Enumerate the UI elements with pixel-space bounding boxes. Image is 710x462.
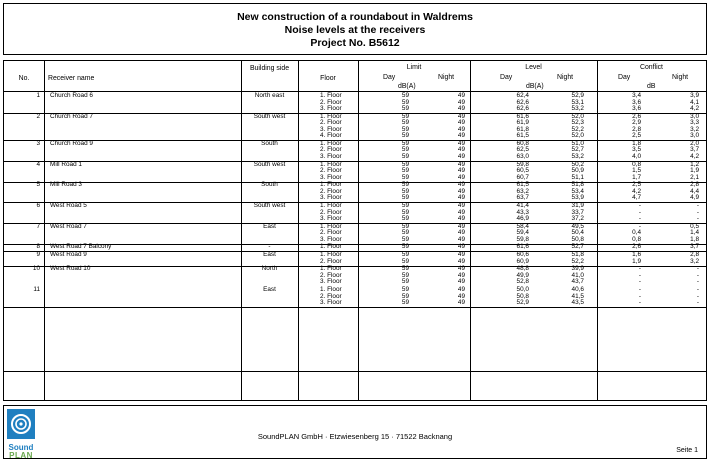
table-cell: 49	[457, 152, 465, 160]
table-cell: 49	[457, 194, 465, 202]
table-cell: 63,7	[516, 194, 529, 202]
table-cell: 49	[457, 299, 465, 306]
table-cell: 4,2	[632, 187, 641, 195]
table-cell: 49	[457, 105, 465, 112]
building-side: East	[263, 251, 276, 259]
floor-label: 2. Floor	[320, 167, 342, 175]
table-cell: 3,0	[690, 112, 699, 120]
table-cell: 2,8	[690, 181, 699, 189]
table-cell: 33,7	[571, 208, 584, 216]
table-cell: 53,2	[571, 152, 584, 160]
table-cell: 59	[401, 222, 409, 230]
table-cell: 59	[401, 251, 409, 259]
building-side: South west	[253, 160, 286, 168]
table-cell: 53,4	[571, 187, 584, 195]
table-cell: 52,9	[516, 299, 529, 306]
table-cell: 49	[457, 229, 465, 237]
table-cell: 46,9	[516, 215, 529, 222]
table-cell: 49	[457, 125, 465, 133]
table-cell: 2,0	[690, 139, 699, 147]
table-cell: -	[696, 271, 699, 279]
col-header-receiver: Receiver name	[48, 75, 95, 82]
table-cell: 61,8	[516, 125, 529, 133]
table-cell: 49	[457, 119, 465, 127]
table-cell: -	[696, 299, 699, 306]
table-cell: 0,8	[632, 235, 641, 243]
table-cell: 60,6	[516, 251, 529, 259]
table-cell: -	[696, 265, 699, 273]
floor-label: 3. Floor	[320, 215, 342, 222]
floor-label: 3. Floor	[320, 194, 342, 202]
table-cell: 59	[401, 187, 409, 195]
table-cell: 4,7	[632, 194, 641, 202]
table-cell: 59	[401, 98, 409, 106]
table-cell: 52,8	[516, 278, 529, 286]
table-cell: 0,5	[690, 222, 699, 230]
table-cell: 49	[457, 235, 465, 243]
table-cell: 1,6	[632, 251, 641, 259]
col-header-conflict-night: Night	[672, 74, 689, 81]
logo-word-plan: PLAN	[9, 451, 33, 460]
receiver-number: 1	[36, 92, 40, 99]
floor-label: 2. Floor	[320, 119, 342, 127]
table-cell: 52,0	[571, 132, 584, 140]
report-subtitle: Noise levels at the receivers	[284, 24, 426, 36]
table-cell: 50,8	[571, 235, 584, 243]
table-cell: 59	[401, 286, 409, 293]
table-cell: 3,0	[690, 132, 699, 140]
table-cell: -	[638, 286, 641, 293]
table-cell: 3,7	[690, 146, 699, 154]
table-cell: 62,6	[516, 105, 529, 112]
table-cell: 37,2	[571, 215, 584, 222]
table-cell: 3,2	[690, 257, 699, 265]
table-cell: 49	[457, 146, 465, 154]
table-cell: 49	[457, 173, 465, 181]
table-cell: 3,3	[690, 119, 699, 127]
table-cell: 59	[401, 194, 409, 202]
table-cell: 1,4	[690, 229, 699, 237]
building-side: South	[261, 181, 278, 189]
table-cell: 50,2	[571, 160, 584, 168]
logo-word-sound: Sound	[8, 443, 34, 452]
table-cell: 43,5	[571, 299, 584, 306]
floor-label: 1. Floor	[320, 112, 342, 120]
floor-label: 2. Floor	[320, 271, 342, 279]
table-cell: 2,6	[632, 112, 641, 120]
column-divider	[44, 61, 45, 400]
table-cell: 3,4	[632, 92, 641, 99]
table-cell: 59	[401, 160, 409, 168]
table-cell: 49	[457, 160, 465, 168]
receiver-name: West Road 5	[50, 202, 87, 209]
table-cell: 49	[457, 187, 465, 195]
table-cell: 49	[457, 139, 465, 147]
table-cell: 59	[401, 139, 409, 147]
table-cell: 49	[457, 265, 465, 273]
table-cell: 61,6	[516, 243, 529, 251]
receiver-number: 3	[36, 139, 40, 147]
building-side: South west	[253, 112, 286, 120]
table-cell: 59	[401, 152, 409, 160]
table-cell: 59	[401, 208, 409, 216]
table-cell: 1,8	[690, 235, 699, 243]
table-cell: 39,9	[571, 265, 584, 273]
floor-label: 3. Floor	[320, 152, 342, 160]
table-cell: 1,7	[632, 173, 641, 181]
table-cell: 59,4	[516, 229, 529, 237]
receiver-number: 7	[36, 222, 40, 230]
table-cell: 61,6	[516, 112, 529, 120]
table-cell: 59	[401, 271, 409, 279]
receiver-number: 8	[36, 243, 40, 251]
floor-label: 3. Floor	[320, 278, 342, 286]
table-cell: 49	[457, 112, 465, 120]
col-header-conflict: Conflict	[640, 64, 663, 71]
company-address: SoundPLAN GmbH · Etzwiesenberg 15 · 71522 Backnang	[257, 432, 453, 441]
table-cell: 59	[401, 119, 409, 127]
table-cell: 63,0	[516, 152, 529, 160]
table-cell: 3,9	[690, 92, 699, 99]
table-cell: 62,4	[516, 92, 529, 99]
table-cell: 51,0	[571, 139, 584, 147]
floor-label: 2. Floor	[320, 98, 342, 106]
table-cell: 63,2	[516, 187, 529, 195]
floor-label: 1. Floor	[320, 243, 342, 251]
table-cell: 3,2	[690, 125, 699, 133]
table-cell: 59	[401, 202, 409, 209]
receiver-name: West Road 10	[50, 265, 91, 273]
receiver-name: Mill Road 3	[50, 181, 82, 189]
table-cell: 2,8	[690, 251, 699, 259]
table-cell: 49	[457, 257, 465, 265]
table-cell: 49	[457, 132, 465, 140]
floor-label: 1. Floor	[320, 286, 342, 293]
table-cell: 52,9	[571, 92, 584, 99]
floor-label: 1. Floor	[320, 181, 342, 189]
building-side: South	[261, 139, 278, 147]
unit-level: dB(A)	[526, 83, 544, 90]
table-cell: -	[638, 222, 641, 230]
floor-label: 1. Floor	[320, 202, 342, 209]
table-cell: 49	[457, 98, 465, 106]
table-cell: 59	[401, 229, 409, 237]
table-cell: 49	[457, 222, 465, 230]
table-cell: -	[696, 202, 699, 209]
floor-label: 4. Floor	[320, 132, 342, 140]
table-cell: 1,5	[632, 167, 641, 175]
table-cell: 49	[457, 92, 465, 99]
table-cell: 59,8	[516, 160, 529, 168]
table-cell: 60,9	[516, 257, 529, 265]
table-cell: -	[638, 292, 641, 300]
table-cell: 59	[401, 167, 409, 175]
column-divider	[298, 61, 299, 400]
table-cell: 3,7	[690, 243, 699, 251]
table-cell: 31,9	[571, 202, 584, 209]
receiver-name: Church Road 7	[50, 112, 93, 120]
table-cell: -	[696, 208, 699, 216]
table-cell: 59	[401, 92, 409, 99]
table-cell: 59	[401, 181, 409, 189]
floor-label: 3. Floor	[320, 299, 342, 306]
table-cell: -	[696, 278, 699, 286]
floor-label: 1. Floor	[320, 139, 342, 147]
table-cell: 49	[457, 215, 465, 222]
floor-label: 2. Floor	[320, 292, 342, 300]
table-cell: 3,6	[632, 98, 641, 106]
table-cell: 50,0	[516, 286, 529, 293]
building-side: East	[263, 286, 276, 293]
table-cell: 4,9	[690, 194, 699, 202]
report-title-box	[3, 3, 707, 55]
table-cell: 52,7	[571, 243, 584, 251]
table-cell: -	[638, 271, 641, 279]
group-divider	[4, 307, 706, 308]
table-cell: 1,9	[690, 167, 699, 175]
floor-label: 2. Floor	[320, 257, 342, 265]
floor-label: 1. Floor	[320, 92, 342, 99]
col-header-building-side: Building side	[249, 65, 290, 72]
col-header-floor: Floor	[320, 75, 336, 82]
building-side: North	[261, 265, 278, 273]
table-cell: 59	[401, 132, 409, 140]
unit-limit: dB(A)	[398, 83, 416, 90]
table-cell: 58,4	[516, 222, 529, 230]
table-cell: 49	[457, 208, 465, 216]
table-cell: -	[638, 208, 641, 216]
table-cell: 51,1	[571, 173, 584, 181]
table-cell: 51,8	[571, 251, 584, 259]
floor-label: 2. Floor	[320, 146, 342, 154]
table-cell: 53,1	[571, 98, 584, 106]
table-cell: 4,1	[690, 98, 699, 106]
col-header-level-night: Night	[557, 74, 574, 81]
table-cell: 2,5	[632, 181, 641, 189]
floor-label: 3. Floor	[320, 173, 342, 181]
table-cell: -	[638, 202, 641, 209]
table-cell: -	[638, 278, 641, 286]
table-cell: 3,6	[632, 105, 641, 112]
col-header-no: No.	[18, 75, 30, 82]
table-cell: 59	[401, 146, 409, 154]
col-header-limit-day: Day	[383, 74, 396, 81]
table-cell: 62,5	[516, 146, 529, 154]
footer	[3, 405, 707, 459]
col-header-level-day: Day	[500, 74, 513, 81]
table-cell: 1,8	[632, 139, 641, 147]
building-side: East	[263, 222, 276, 230]
col-header-limit-night: Night	[438, 74, 455, 81]
table-cell: 60,7	[516, 173, 529, 181]
column-divider	[241, 61, 242, 400]
table-cell: 49	[457, 251, 465, 259]
receiver-name: West Road 9	[50, 251, 87, 259]
table-cell: 2,8	[632, 125, 641, 133]
table-cell: 59,8	[516, 235, 529, 243]
table-cell: 49	[457, 202, 465, 209]
table-cell: 41,0	[571, 271, 584, 279]
table-cell: 49	[457, 181, 465, 189]
header-divider	[4, 91, 706, 92]
table-cell: 62,6	[516, 98, 529, 106]
table-cell: 2,6	[632, 243, 641, 251]
table-cell: 49,5	[571, 222, 584, 230]
table-cell: 41,5	[571, 292, 584, 300]
table-cell: 59	[401, 105, 409, 112]
table-cell: 1,2	[690, 160, 699, 168]
floor-label: 2. Floor	[320, 208, 342, 216]
building-side: North east	[254, 92, 285, 99]
table-cell: 59	[401, 235, 409, 243]
table-cell: 2,1	[690, 173, 699, 181]
table-cell: 49,9	[516, 271, 529, 279]
table-cell: 49	[457, 243, 465, 251]
table-cell: 51,8	[571, 181, 584, 189]
table-cell: 59	[401, 278, 409, 286]
table-cell: 52,2	[571, 125, 584, 133]
table-cell: 43,3	[516, 208, 529, 216]
floor-label: 1. Floor	[320, 251, 342, 259]
receiver-name: Church Road 6	[50, 92, 93, 99]
table-cell: 50,8	[516, 292, 529, 300]
table-cell: 61,5	[516, 132, 529, 140]
table-cell: 41,4	[516, 202, 529, 209]
table-cell: -	[638, 299, 641, 306]
table-cell: -	[696, 292, 699, 300]
table-cell: 59	[401, 215, 409, 222]
receiver-number: 9	[36, 251, 40, 259]
building-side: South west	[253, 202, 286, 209]
table-cell: 53,2	[571, 105, 584, 112]
table-cell: 2,5	[632, 132, 641, 140]
table-cell: 4,4	[690, 187, 699, 195]
floor-label: 2. Floor	[320, 229, 342, 237]
table-cell: 59	[401, 257, 409, 265]
table-cell: 52,2	[571, 257, 584, 265]
table-cell: 4,0	[632, 152, 641, 160]
col-header-level: Level	[525, 64, 542, 71]
table-cell: 60,8	[516, 139, 529, 147]
table-cell: 59	[401, 299, 409, 306]
table-cell: 49	[457, 292, 465, 300]
table-cell: 3,5	[632, 146, 641, 154]
receiver-number: 10	[32, 265, 40, 273]
table-cell: 52,0	[571, 112, 584, 120]
col-header-conflict-day: Day	[618, 74, 631, 81]
table-cell: 59	[401, 112, 409, 120]
floor-label: 2. Floor	[320, 187, 342, 195]
table-cell: 4,2	[690, 152, 699, 160]
table-cell: 59	[401, 292, 409, 300]
table-cell: 4,2	[690, 105, 699, 112]
table-cell: -	[696, 286, 699, 293]
table-cell: -	[638, 215, 641, 222]
receiver-name: Church Road 9	[50, 139, 93, 147]
page-number: Seite 1	[676, 447, 698, 454]
receiver-name: West Road 7	[50, 222, 87, 230]
table-cell: 61,9	[516, 119, 529, 127]
table-cell: -	[696, 215, 699, 222]
project-number: Project No. B5612	[310, 37, 400, 49]
table-cell: 49	[457, 271, 465, 279]
floor-label: 1. Floor	[320, 222, 342, 230]
receiver-number: 6	[36, 202, 40, 209]
floor-label: 3. Floor	[320, 125, 342, 133]
col-header-limit: Limit	[406, 64, 422, 71]
receiver-name: Mill Road 1	[50, 160, 82, 168]
table-cell: 61,5	[516, 181, 529, 189]
unit-conflict: dB	[647, 83, 656, 90]
table-cell: 52,3	[571, 119, 584, 127]
table-cell: 49	[457, 167, 465, 175]
receiver-number: 2	[36, 112, 40, 120]
table-cell: 50,9	[571, 167, 584, 175]
receiver-number: 4	[36, 160, 40, 168]
table-cell: 59	[401, 125, 409, 133]
table-cell: 53,9	[571, 194, 584, 202]
receiver-name: West Road 7 Balcony	[50, 243, 112, 251]
table-cell: 59	[401, 265, 409, 273]
table-cell: 48,8	[516, 265, 529, 273]
floor-label: 1. Floor	[320, 160, 342, 168]
table-cell: 49	[457, 278, 465, 286]
floor-label: 1. Floor	[320, 265, 342, 273]
receiver-number: 11	[33, 286, 40, 293]
table-cell: 1,9	[632, 257, 641, 265]
group-divider	[4, 371, 706, 372]
table-cell: 59	[401, 243, 409, 251]
table-cell: 60,5	[516, 167, 529, 175]
report-title: New construction of a roundabout in Waldrems	[237, 11, 473, 23]
table-cell: 43,7	[571, 278, 584, 286]
table-cell: 40,6	[571, 286, 584, 293]
table-cell: 59	[401, 173, 409, 181]
table-cell: 0,4	[632, 229, 641, 237]
table-cell: 0,8	[632, 160, 641, 168]
receiver-number: 5	[36, 181, 40, 189]
table-cell: -	[638, 265, 641, 273]
table-cell: 49	[457, 286, 465, 293]
floor-label: 3. Floor	[320, 105, 342, 112]
table-cell: 2,9	[632, 119, 641, 127]
noise-table	[3, 60, 707, 401]
building-side: -	[268, 243, 271, 251]
floor-label: 3. Floor	[320, 235, 342, 243]
table-cell: 50,4	[571, 229, 584, 237]
table-cell: 52,7	[571, 146, 584, 154]
